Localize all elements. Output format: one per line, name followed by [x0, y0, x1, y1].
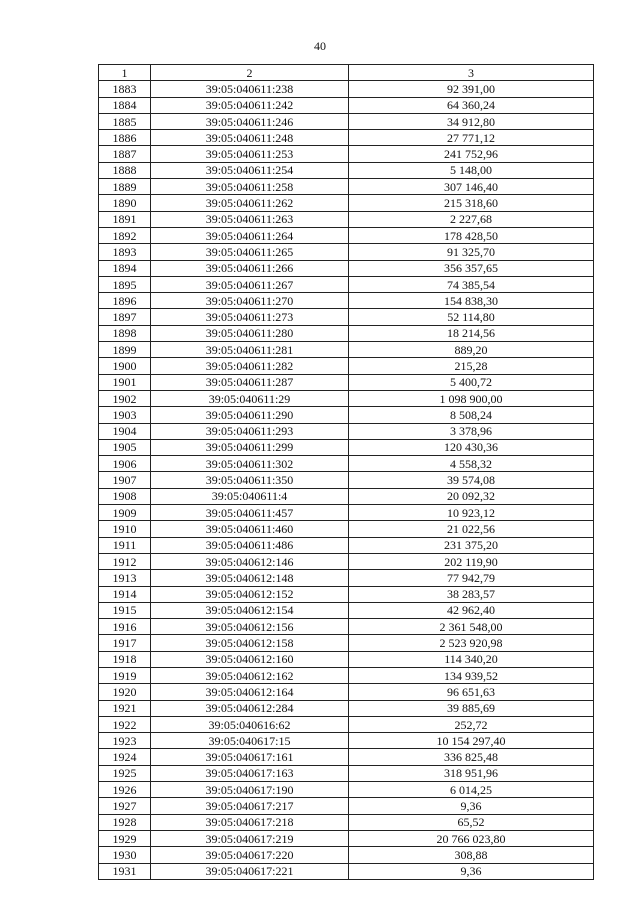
value-cell: 308,88: [349, 847, 594, 863]
value-cell: 39 885,69: [349, 700, 594, 716]
row-number-cell: 1928: [99, 814, 151, 830]
cadastral-number-cell: 39:05:040612:284: [151, 700, 349, 716]
value-cell: 178 428,50: [349, 227, 594, 243]
table-row: [99, 537, 594, 553]
cadastral-number-cell: 39:05:040617:218: [151, 814, 349, 830]
cadastral-number-cell: 39:05:040611:350: [151, 472, 349, 488]
value-cell: 6 014,25: [349, 782, 594, 798]
cadastral-number-cell: 39:05:040612:154: [151, 602, 349, 618]
data-table: [98, 64, 594, 880]
cadastral-number-cell: 39:05:040617:221: [151, 863, 349, 879]
value-cell: 9,36: [349, 863, 594, 879]
table-row: [99, 619, 594, 635]
cadastral-number-cell: 39:05:040611:248: [151, 130, 349, 146]
table-row: [99, 244, 594, 260]
value-cell: 231 375,20: [349, 537, 594, 553]
table-row: [99, 472, 594, 488]
row-number-cell: 1903: [99, 407, 151, 423]
value-cell: 1 098 900,00: [349, 390, 594, 406]
row-number-cell: 1908: [99, 488, 151, 504]
row-number-cell: 1895: [99, 276, 151, 292]
row-number-cell: 1915: [99, 602, 151, 618]
table-row: [99, 358, 594, 374]
table-row: [99, 423, 594, 439]
table-row: [99, 439, 594, 455]
table-row: [99, 211, 594, 227]
value-cell: 318 951,96: [349, 765, 594, 781]
value-cell: 65,52: [349, 814, 594, 830]
table-row: [99, 342, 594, 358]
row-number-cell: 1914: [99, 586, 151, 602]
value-cell: 2 523 920,98: [349, 635, 594, 651]
table-row: [99, 749, 594, 765]
table-row: [99, 146, 594, 162]
cadastral-number-cell: 39:05:040611:270: [151, 293, 349, 309]
value-cell: 38 283,57: [349, 586, 594, 602]
value-cell: 120 430,36: [349, 439, 594, 455]
cadastral-number-cell: 39:05:040611:265: [151, 244, 349, 260]
cadastral-number-cell: 39:05:040617:15: [151, 733, 349, 749]
cadastral-number-cell: 39:05:040617:161: [151, 749, 349, 765]
value-cell: 3 378,96: [349, 423, 594, 439]
table-row: [99, 798, 594, 814]
cadastral-number-cell: 39:05:040617:220: [151, 847, 349, 863]
row-number-cell: 1899: [99, 342, 151, 358]
value-cell: 202 119,90: [349, 553, 594, 569]
row-number-cell: 1898: [99, 325, 151, 341]
table-body: [99, 81, 594, 880]
row-number-cell: 1906: [99, 456, 151, 472]
table-row: [99, 651, 594, 667]
cadastral-number-cell: 39:05:040611:281: [151, 342, 349, 358]
value-cell: 10 154 297,40: [349, 733, 594, 749]
value-cell: 154 838,30: [349, 293, 594, 309]
table-row: [99, 488, 594, 504]
cadastral-number-cell: 39:05:040611:29: [151, 390, 349, 406]
row-number-cell: 1918: [99, 651, 151, 667]
page-number: 40: [314, 39, 326, 53]
row-number-cell: 1930: [99, 847, 151, 863]
value-cell: 9,36: [349, 798, 594, 814]
cadastral-number-cell: 39:05:040612:148: [151, 570, 349, 586]
row-number-cell: 1884: [99, 97, 151, 113]
table-row: [99, 97, 594, 113]
cadastral-number-cell: 39:05:040611:258: [151, 179, 349, 195]
table-row: [99, 635, 594, 651]
row-number-cell: 1922: [99, 716, 151, 732]
cadastral-number-cell: 39:05:040611:263: [151, 211, 349, 227]
row-number-cell: 1901: [99, 374, 151, 390]
row-number-cell: 1909: [99, 505, 151, 521]
cadastral-number-cell: 39:05:040611:293: [151, 423, 349, 439]
value-cell: 10 923,12: [349, 505, 594, 521]
cadastral-number-cell: 39:05:040611:246: [151, 113, 349, 129]
row-number-cell: 1916: [99, 619, 151, 635]
table-row: [99, 830, 594, 846]
cadastral-number-cell: 39:05:040612:152: [151, 586, 349, 602]
table-row: [99, 553, 594, 569]
value-cell: 92 391,00: [349, 81, 594, 97]
cadastral-number-cell: 39:05:040612:164: [151, 684, 349, 700]
table-row: [99, 81, 594, 97]
row-number-cell: 1891: [99, 211, 151, 227]
row-number-cell: 1890: [99, 195, 151, 211]
table-row: [99, 113, 594, 129]
value-cell: 20 766 023,80: [349, 830, 594, 846]
value-cell: 5 148,00: [349, 162, 594, 178]
table-row: [99, 716, 594, 732]
value-cell: 241 752,96: [349, 146, 594, 162]
cadastral-number-cell: 39:05:040617:163: [151, 765, 349, 781]
row-number-cell: 1913: [99, 570, 151, 586]
row-number-cell: 1917: [99, 635, 151, 651]
row-number-cell: 1905: [99, 439, 151, 455]
table-row: [99, 684, 594, 700]
row-number-cell: 1894: [99, 260, 151, 276]
cadastral-number-cell: 39:05:040611:242: [151, 97, 349, 113]
value-cell: 18 214,56: [349, 325, 594, 341]
table-row: [99, 456, 594, 472]
column-header-1: 1: [99, 65, 151, 81]
cadastral-number-cell: 39:05:040611:282: [151, 358, 349, 374]
value-cell: 64 360,24: [349, 97, 594, 113]
table-row: [99, 276, 594, 292]
cadastral-number-cell: 39:05:040612:162: [151, 667, 349, 683]
table-row: [99, 667, 594, 683]
table-row: [99, 521, 594, 537]
row-number-cell: 1926: [99, 782, 151, 798]
row-number-cell: 1904: [99, 423, 151, 439]
value-cell: 20 092,32: [349, 488, 594, 504]
value-cell: 21 022,56: [349, 521, 594, 537]
table-row: [99, 505, 594, 521]
table-row: [99, 130, 594, 146]
row-number-cell: 1886: [99, 130, 151, 146]
table-row: [99, 179, 594, 195]
cadastral-number-cell: 39:05:040617:190: [151, 782, 349, 798]
cadastral-number-cell: 39:05:040611:290: [151, 407, 349, 423]
value-cell: 96 651,63: [349, 684, 594, 700]
table-row: [99, 407, 594, 423]
value-cell: 114 340,20: [349, 651, 594, 667]
value-cell: 42 962,40: [349, 602, 594, 618]
row-number-cell: 1923: [99, 733, 151, 749]
value-cell: 91 325,70: [349, 244, 594, 260]
table-row: [99, 374, 594, 390]
row-number-cell: 1910: [99, 521, 151, 537]
cadastral-number-cell: 39:05:040611:238: [151, 81, 349, 97]
row-number-cell: 1919: [99, 667, 151, 683]
row-number-cell: 1907: [99, 472, 151, 488]
value-cell: 27 771,12: [349, 130, 594, 146]
value-cell: 356 357,65: [349, 260, 594, 276]
value-cell: 889,20: [349, 342, 594, 358]
value-cell: 2 361 548,00: [349, 619, 594, 635]
row-number-cell: 1927: [99, 798, 151, 814]
row-number-cell: 1900: [99, 358, 151, 374]
row-number-cell: 1911: [99, 537, 151, 553]
table-row: [99, 227, 594, 243]
table-header-row: [99, 65, 594, 81]
value-cell: 77 942,79: [349, 570, 594, 586]
cadastral-number-cell: 39:05:040611:253: [151, 146, 349, 162]
row-number-cell: 1929: [99, 830, 151, 846]
cadastral-number-cell: 39:05:040611:287: [151, 374, 349, 390]
row-number-cell: 1902: [99, 390, 151, 406]
table-row: [99, 847, 594, 863]
value-cell: 8 508,24: [349, 407, 594, 423]
cadastral-number-cell: 39:05:040611:262: [151, 195, 349, 211]
row-number-cell: 1888: [99, 162, 151, 178]
value-cell: 74 385,54: [349, 276, 594, 292]
row-number-cell: 1897: [99, 309, 151, 325]
row-number-cell: 1896: [99, 293, 151, 309]
table-row: [99, 700, 594, 716]
cadastral-number-cell: 39:05:040612:146: [151, 553, 349, 569]
cadastral-number-cell: 39:05:040611:302: [151, 456, 349, 472]
cadastral-number-cell: 39:05:040617:219: [151, 830, 349, 846]
cadastral-number-cell: 39:05:040612:158: [151, 635, 349, 651]
cadastral-number-cell: 39:05:040611:457: [151, 505, 349, 521]
value-cell: 134 939,52: [349, 667, 594, 683]
value-cell: 39 574,08: [349, 472, 594, 488]
cadastral-number-cell: 39:05:040611:460: [151, 521, 349, 537]
table-row: [99, 260, 594, 276]
value-cell: 5 400,72: [349, 374, 594, 390]
row-number-cell: 1892: [99, 227, 151, 243]
table-row: [99, 863, 594, 879]
table-row: [99, 765, 594, 781]
value-cell: 52 114,80: [349, 309, 594, 325]
value-cell: 215,28: [349, 358, 594, 374]
cadastral-number-cell: 39:05:040611:273: [151, 309, 349, 325]
column-header-3: 3: [349, 65, 594, 81]
table-row: [99, 733, 594, 749]
cadastral-number-cell: 39:05:040611:264: [151, 227, 349, 243]
table-row: [99, 293, 594, 309]
value-cell: 2 227,68: [349, 211, 594, 227]
row-number-cell: 1883: [99, 81, 151, 97]
cadastral-number-cell: 39:05:040617:217: [151, 798, 349, 814]
row-number-cell: 1889: [99, 179, 151, 195]
table-row: [99, 814, 594, 830]
value-cell: 252,72: [349, 716, 594, 732]
cadastral-number-cell: 39:05:040616:62: [151, 716, 349, 732]
cadastral-number-cell: 39:05:040611:280: [151, 325, 349, 341]
table-row: [99, 602, 594, 618]
row-number-cell: 1885: [99, 113, 151, 129]
value-cell: 336 825,48: [349, 749, 594, 765]
value-cell: 307 146,40: [349, 179, 594, 195]
row-number-cell: 1893: [99, 244, 151, 260]
row-number-cell: 1925: [99, 765, 151, 781]
row-number-cell: 1931: [99, 863, 151, 879]
cadastral-number-cell: 39:05:040612:156: [151, 619, 349, 635]
row-number-cell: 1920: [99, 684, 151, 700]
cadastral-number-cell: 39:05:040611:254: [151, 162, 349, 178]
cadastral-number-cell: 39:05:040611:267: [151, 276, 349, 292]
cadastral-number-cell: 39:05:040611:299: [151, 439, 349, 455]
value-cell: 4 558,32: [349, 456, 594, 472]
cadastral-number-cell: 39:05:040611:486: [151, 537, 349, 553]
cadastral-number-cell: 39:05:040612:160: [151, 651, 349, 667]
table-row: [99, 570, 594, 586]
cadastral-number-cell: 39:05:040611:4: [151, 488, 349, 504]
row-number-cell: 1887: [99, 146, 151, 162]
column-header-2: 2: [151, 65, 349, 81]
row-number-cell: 1921: [99, 700, 151, 716]
table-row: [99, 309, 594, 325]
table-row: [99, 586, 594, 602]
value-cell: 215 318,60: [349, 195, 594, 211]
row-number-cell: 1924: [99, 749, 151, 765]
value-cell: 34 912,80: [349, 113, 594, 129]
row-number-cell: 1912: [99, 553, 151, 569]
table-row: [99, 162, 594, 178]
table-row: [99, 782, 594, 798]
table-row: [99, 195, 594, 211]
cadastral-number-cell: 39:05:040611:266: [151, 260, 349, 276]
table-row: [99, 390, 594, 406]
table-row: [99, 325, 594, 341]
